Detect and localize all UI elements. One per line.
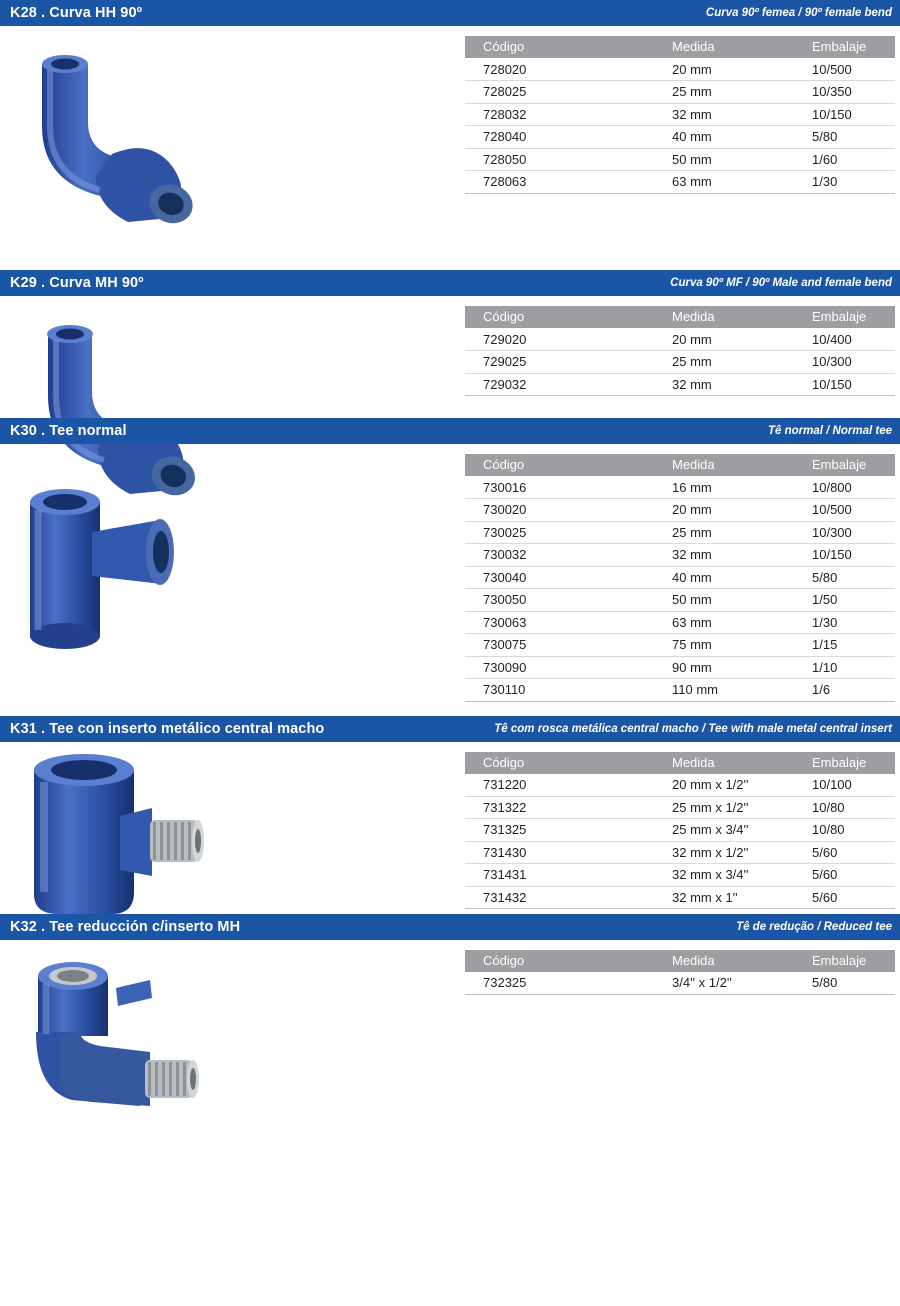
table-row	[465, 774, 895, 797]
cell-embalaje: 10/150	[800, 373, 895, 396]
table-row	[465, 656, 895, 679]
cell-embalaje: 10/150	[800, 544, 895, 567]
cell-embalaje: 10/80	[800, 796, 895, 819]
normal-tee-icon	[0, 444, 465, 654]
section-header	[0, 270, 900, 296]
section-header	[0, 716, 900, 742]
cell-medida: 32 mm	[650, 103, 800, 126]
cell-medida: 40 mm	[650, 126, 800, 149]
cell-medida: 20 mm	[650, 328, 800, 351]
cell-codigo: 729020	[465, 328, 650, 351]
section-code: K31 . Tee con inserto metálico central macho	[10, 720, 325, 737]
female-bend-90-icon	[0, 26, 465, 226]
cell-medida: 32 mm x 1''	[650, 886, 800, 909]
cell-medida: 25 mm	[650, 521, 800, 544]
section-code: K30 . Tee normal	[10, 423, 127, 439]
cell-embalaje: 5/60	[800, 864, 895, 887]
section-subtitle: Tê normal / Normal tee	[768, 425, 892, 437]
cell-codigo: 731220	[465, 774, 650, 797]
cell-embalaje: 1/30	[800, 171, 895, 194]
section-code: K32 . Tee reducción c/inserto MH	[10, 918, 241, 935]
column-header-codigo: Código	[465, 306, 650, 328]
table-row	[465, 103, 895, 126]
cell-codigo: 731432	[465, 886, 650, 909]
cell-medida: 20 mm x 1/2''	[650, 774, 800, 797]
cell-codigo: 731325	[465, 819, 650, 842]
cell-medida: 63 mm	[650, 171, 800, 194]
cell-codigo: 730110	[465, 679, 650, 702]
table-header-row	[465, 950, 895, 972]
cell-medida: 75 mm	[650, 634, 800, 657]
table-header-row	[465, 454, 895, 476]
cell-codigo: 729025	[465, 351, 650, 374]
spec-table-wrap	[465, 444, 900, 702]
column-header-codigo: Código	[465, 36, 650, 58]
cell-medida: 3/4'' x 1/2''	[650, 972, 800, 995]
product-figure	[0, 940, 465, 1125]
product-section-k31	[0, 716, 900, 932]
section-body	[0, 940, 900, 1125]
table-row	[465, 589, 895, 612]
cell-embalaje: 1/30	[800, 611, 895, 634]
table-row	[465, 58, 895, 81]
table-header-row	[465, 36, 895, 58]
table-header-row	[465, 306, 895, 328]
cell-embalaje: 10/300	[800, 351, 895, 374]
product-section-k32	[0, 914, 900, 1125]
section-header	[0, 418, 900, 444]
table-row	[465, 126, 895, 149]
spec-table-wrap	[465, 26, 900, 194]
section-subtitle: Tê de redução / Reduced tee	[736, 920, 892, 933]
tee-male-metal-insert-icon	[0, 742, 465, 932]
cell-embalaje: 5/80	[800, 566, 895, 589]
section-header	[0, 914, 900, 940]
cell-medida: 32 mm x 3/4''	[650, 864, 800, 887]
cell-medida: 50 mm	[650, 589, 800, 612]
cell-medida: 16 mm	[650, 476, 800, 499]
cell-codigo: 728032	[465, 103, 650, 126]
spec-table	[465, 454, 895, 702]
cell-codigo: 730090	[465, 656, 650, 679]
cell-embalaje: 10/500	[800, 58, 895, 81]
cell-codigo: 731430	[465, 841, 650, 864]
table-row	[465, 679, 895, 702]
cell-codigo: 730025	[465, 521, 650, 544]
cell-medida: 32 mm	[650, 373, 800, 396]
cell-medida: 25 mm	[650, 81, 800, 104]
column-header-embalaje: Embalaje	[800, 752, 895, 774]
cell-embalaje: 10/400	[800, 328, 895, 351]
section-subtitle: Curva 90º femea / 90º female bend	[705, 7, 892, 19]
cell-codigo: 728020	[465, 58, 650, 81]
cell-embalaje: 1/60	[800, 148, 895, 171]
cell-embalaje: 10/500	[800, 499, 895, 522]
table-row	[465, 328, 895, 351]
spec-table-wrap	[465, 940, 900, 995]
cell-medida: 50 mm	[650, 148, 800, 171]
section-header	[0, 0, 900, 26]
column-header-codigo: Código	[465, 454, 650, 476]
section-body	[0, 742, 900, 932]
cell-medida: 20 mm	[650, 58, 800, 81]
column-header-codigo: Código	[465, 950, 650, 972]
cell-embalaje: 5/60	[800, 886, 895, 909]
section-code: K29 . Curva MH 90º	[10, 275, 144, 291]
cell-medida: 40 mm	[650, 566, 800, 589]
spec-table	[465, 36, 895, 194]
cell-embalaje: 1/6	[800, 679, 895, 702]
cell-medida: 20 mm	[650, 499, 800, 522]
cell-codigo: 728040	[465, 126, 650, 149]
column-header-embalaje: Embalaje	[800, 950, 895, 972]
column-header-embalaje: Embalaje	[800, 306, 895, 328]
table-row	[465, 841, 895, 864]
product-figure	[0, 26, 465, 226]
cell-embalaje: 10/350	[800, 81, 895, 104]
table-row	[465, 634, 895, 657]
cell-codigo: 730050	[465, 589, 650, 612]
cell-medida: 25 mm	[650, 351, 800, 374]
spec-table	[465, 306, 895, 396]
column-header-codigo: Código	[465, 752, 650, 774]
cell-embalaje: 5/80	[800, 126, 895, 149]
table-row	[465, 148, 895, 171]
cell-embalaje: 10/300	[800, 521, 895, 544]
cell-embalaje: 1/15	[800, 634, 895, 657]
cell-embalaje: 5/80	[800, 972, 895, 995]
column-header-medida: Medida	[650, 36, 800, 58]
table-row	[465, 972, 895, 995]
cell-medida: 63 mm	[650, 611, 800, 634]
column-header-medida: Medida	[650, 752, 800, 774]
product-section-k28	[0, 0, 900, 226]
cell-embalaje: 10/100	[800, 774, 895, 797]
section-subtitle: Curva 90º MF / 90º Male and female bend	[670, 277, 892, 289]
spec-table-wrap	[465, 742, 900, 910]
cell-codigo: 728025	[465, 81, 650, 104]
product-section-k30	[0, 418, 900, 702]
cell-codigo: 731431	[465, 864, 650, 887]
cell-medida: 25 mm x 1/2''	[650, 796, 800, 819]
column-header-embalaje: Embalaje	[800, 454, 895, 476]
cell-codigo: 730040	[465, 566, 650, 589]
column-header-medida: Medida	[650, 306, 800, 328]
table-row	[465, 521, 895, 544]
cell-codigo: 730075	[465, 634, 650, 657]
metal-thread	[150, 820, 204, 862]
cell-codigo: 730063	[465, 611, 650, 634]
table-row	[465, 351, 895, 374]
column-header-embalaje: Embalaje	[800, 36, 895, 58]
cell-medida: 90 mm	[650, 656, 800, 679]
table-row	[465, 864, 895, 887]
section-subtitle: Tê com rosca metálica central macho / Tee with male metal central insert	[494, 722, 892, 735]
spec-table	[465, 752, 895, 910]
cell-codigo: 730032	[465, 544, 650, 567]
table-row	[465, 373, 895, 396]
section-body	[0, 26, 900, 226]
table-row	[465, 544, 895, 567]
table-row	[465, 566, 895, 589]
cell-embalaje: 1/10	[800, 656, 895, 679]
cell-codigo: 728050	[465, 148, 650, 171]
cell-codigo: 730016	[465, 476, 650, 499]
product-figure	[0, 444, 465, 654]
cell-medida: 32 mm	[650, 544, 800, 567]
section-body	[0, 444, 900, 702]
spec-table-wrap	[465, 296, 900, 396]
product-figure	[0, 742, 465, 932]
reduced-tee-icon	[0, 940, 465, 1125]
metal-thread	[145, 1060, 199, 1098]
cell-embalaje: 10/150	[800, 103, 895, 126]
cell-embalaje: 10/80	[800, 819, 895, 842]
column-header-medida: Medida	[650, 454, 800, 476]
section-code: K28 . Curva HH 90º	[10, 5, 143, 21]
table-row	[465, 499, 895, 522]
cell-embalaje: 10/800	[800, 476, 895, 499]
cell-codigo: 730020	[465, 499, 650, 522]
table-row	[465, 476, 895, 499]
cell-embalaje: 1/50	[800, 589, 895, 612]
table-header-row	[465, 752, 895, 774]
cell-medida: 110 mm	[650, 679, 800, 702]
table-row	[465, 81, 895, 104]
cell-medida: 32 mm x 1/2''	[650, 841, 800, 864]
cell-codigo: 729032	[465, 373, 650, 396]
table-row	[465, 611, 895, 634]
table-row	[465, 796, 895, 819]
cell-medida: 25 mm x 3/4''	[650, 819, 800, 842]
table-row	[465, 886, 895, 909]
cell-embalaje: 5/60	[800, 841, 895, 864]
spec-table	[465, 950, 895, 995]
table-row	[465, 819, 895, 842]
table-row	[465, 171, 895, 194]
cell-codigo: 731322	[465, 796, 650, 819]
column-header-medida: Medida	[650, 950, 800, 972]
cell-codigo: 732325	[465, 972, 650, 995]
cell-codigo: 728063	[465, 171, 650, 194]
